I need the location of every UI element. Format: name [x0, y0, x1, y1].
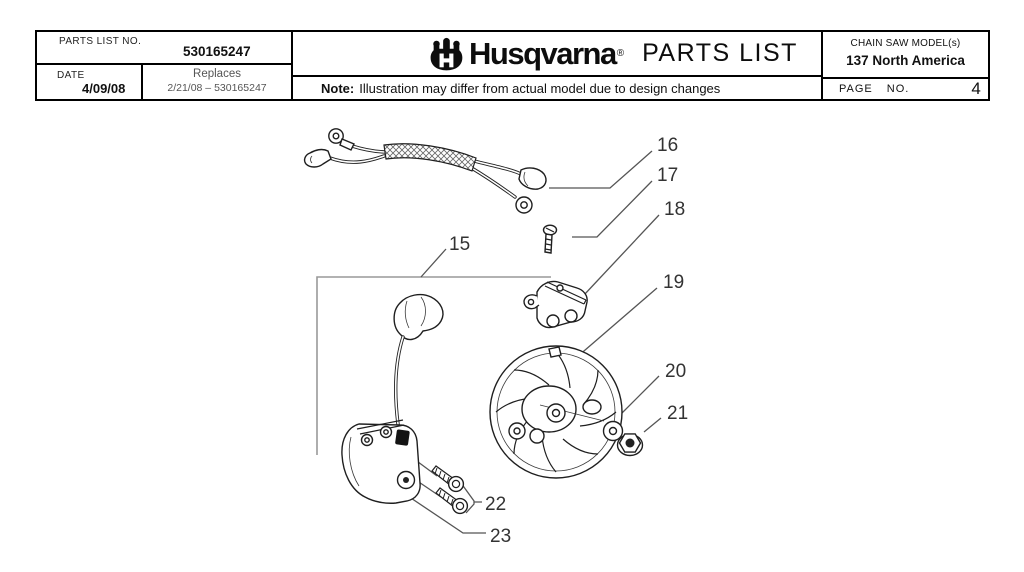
spade-terminal: [305, 150, 331, 167]
coil-connector-block: [395, 429, 410, 446]
callout-16: 16: [657, 135, 679, 156]
wire-harness-part: [305, 129, 546, 213]
parts-list-no-value: 530165247: [183, 44, 251, 59]
replaces-label: Replaces: [193, 68, 241, 80]
page-number-value: 4: [971, 79, 981, 98]
callout-20: 20: [665, 361, 687, 382]
date-value: 4/09/08: [82, 81, 126, 96]
note-text: Illustration may differ from actual model due to design changes: [359, 80, 721, 96]
callout-21: 21: [667, 403, 689, 424]
page-label: PAGE: [839, 83, 873, 95]
braided-sleeve: [384, 144, 476, 171]
washer-part: [604, 422, 623, 441]
registered-trademark: ®: [616, 48, 625, 59]
screw-17-part: [544, 225, 557, 253]
callout-22: 22: [485, 494, 507, 515]
callout-labels: [449, 135, 688, 547]
boot-terminal: [519, 168, 546, 189]
ignition-module-part: [524, 281, 587, 327]
page-no-label: NO.: [886, 83, 910, 95]
callout-18: 18: [664, 199, 686, 220]
page-title: PARTS LIST: [642, 39, 798, 67]
model-value: 137 North America: [846, 53, 965, 68]
spark-plug-boot: [394, 295, 443, 340]
callout-23: 23: [490, 526, 512, 547]
flywheel-nut-part: [618, 434, 643, 456]
callout-15: 15: [449, 234, 471, 255]
flywheel-part: [490, 346, 622, 478]
brand-wordmark: Husqvarna: [469, 36, 616, 71]
ignition-coil-assembly: [342, 295, 443, 504]
mounting-screws-part: [432, 466, 467, 513]
replaces-value: 2/21/08 – 530165247: [167, 82, 267, 94]
callout-17: 17: [657, 165, 679, 186]
parts-list-no-label: PARTS LIST NO.: [59, 36, 142, 47]
callout-19: 19: [663, 272, 685, 293]
note-label: Note:: [321, 80, 355, 96]
model-label: CHAIN SAW MODEL(s): [850, 38, 961, 49]
date-label: DATE: [57, 70, 85, 81]
